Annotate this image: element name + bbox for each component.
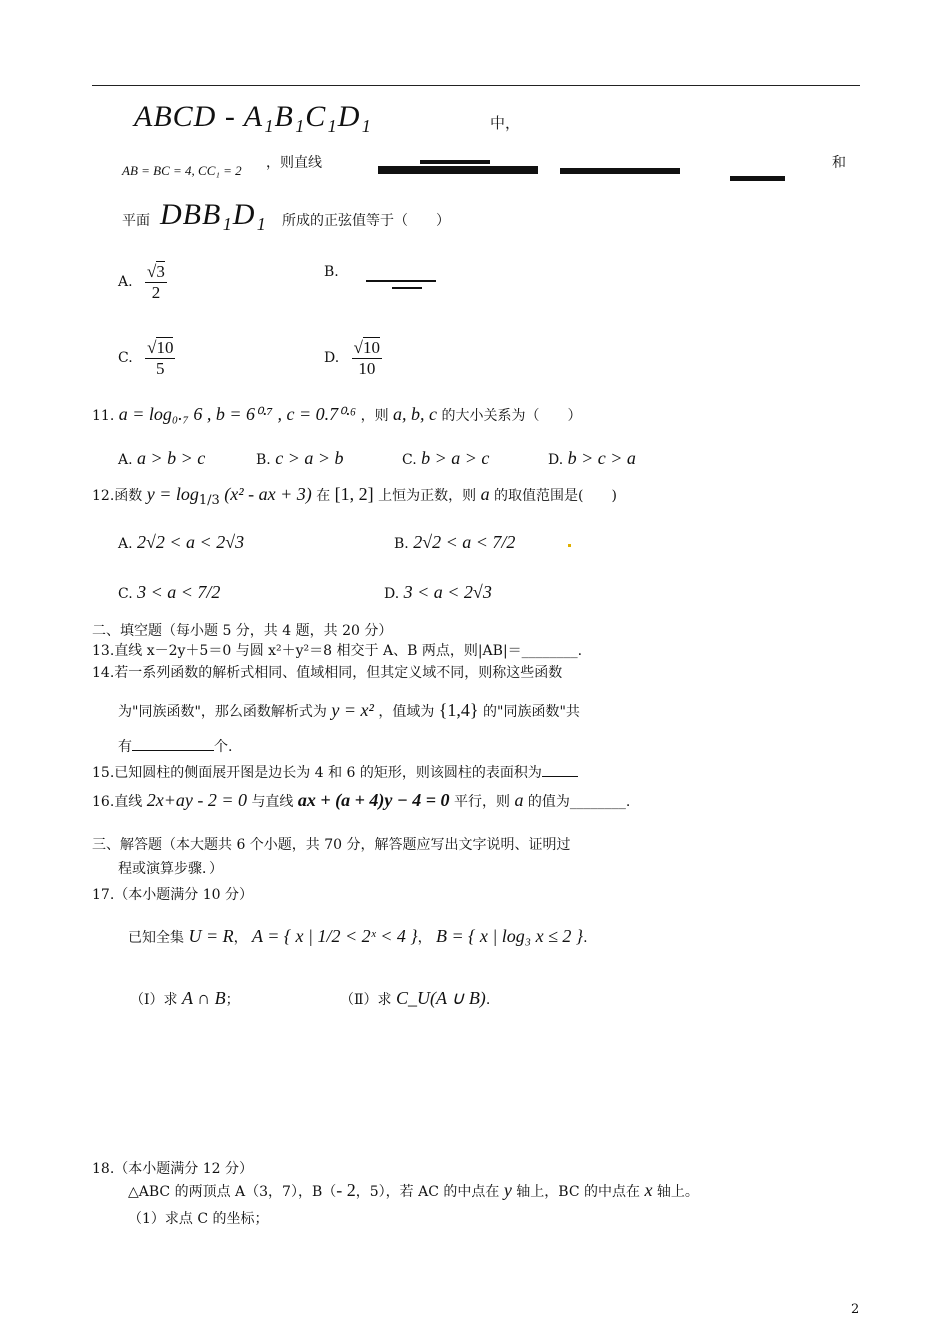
q14-line3: 有 个. (118, 739, 233, 755)
q18-line1: △ABC 的两顶点 A（3，7），B（- 2，5），若 AC 的中点在 y 轴上，BC 的中点在 x 轴上。 (128, 1180, 699, 1200)
q15: 15.已知圆柱的侧面展开图是边长为 4 和 6 的矩形，则该圆柱的表面积为 (92, 762, 578, 782)
smudge-artifact (378, 166, 538, 174)
section3-line2: 程或演算步骤．） (118, 861, 223, 877)
q10-solid-label: ABCD - A₁B₁C₁D₁ (134, 100, 372, 133)
q11-option-b: B. c > a > b (256, 448, 344, 468)
fraction: $\frac{√3}{2}$ (147, 262, 165, 302)
smudge-artifact (730, 176, 785, 181)
smudge-artifact (420, 160, 490, 164)
q12-stem: 12.函数 $y = \log_{1/3} (x^2$ - ax + 3) 在 [1, 2] 上恒为正数，则 a 的取值范围是( ) (92, 484, 617, 508)
q12-option-b: B. 2√2 < a < 7/2 (394, 532, 516, 552)
q17-title: 17.（本小题满分 10 分） (92, 887, 253, 903)
fraction: $\frac{√10}{10}$ (353, 338, 380, 378)
smudge-artifact (392, 287, 422, 289)
q10-plane: DBB₁D₁ (160, 198, 267, 231)
q14-line1: 14.若一系列函数的解析式相同、值域相同，但其定义域不同，则称这些函数 (92, 665, 563, 681)
q11-option-c: C. b > a > c (402, 448, 490, 468)
q10-option-a: A. $\frac{√3}{2}$ (118, 262, 165, 302)
section2-heading: 二、填空题（每小题 5 分，共 4 题，共 20 分） (92, 623, 393, 639)
q16: 16.直线 2x+ay - 2 = 0 与直线 ax + (a + 4)y − 4 = 0 平行，则 a 的值为________. (92, 790, 631, 810)
page-number: 2 (851, 1302, 860, 1317)
smudge-artifact (366, 280, 436, 282)
smudge-artifact (560, 168, 680, 174)
q13: 13.直线 x－2y＋5＝0 与圆 x²＋y²＝8 相交于 A、B 两点，则|AB|＝________. (92, 643, 583, 659)
q10-given: AB = BC = 4, CC₁ = 2 (122, 163, 242, 178)
q17-part1: （Ⅰ）求 A ∩ B； (130, 988, 240, 1008)
stray-dot (568, 544, 571, 547)
q10-option-d: D. $\frac{√10}{10}$ (324, 338, 380, 378)
q10-then-line: ，则直线 (266, 155, 322, 171)
q12-option-a: A. 2√2 < a < 2√3 (118, 532, 245, 552)
q10-plane-prefix: 平面 (122, 213, 150, 229)
q10-option-b: B. (324, 264, 339, 280)
q14-line2: 为"同族函数"，那么函数解析式为 y = x² ，值域为 {1,4} 的"同族函数"共 (118, 700, 580, 720)
q12-option-c: C. 3 < a < 7/2 (118, 582, 221, 602)
q11-option-a: A. a > b > c (118, 448, 206, 468)
q10-zhong: 中， (490, 114, 521, 132)
q17-part2: （Ⅱ）求 C_U(A ∪ B). (340, 988, 491, 1008)
q10-option-c: C. $\frac{√10}{5}$ (118, 338, 174, 378)
header-rule (92, 85, 860, 86)
section3-line1: 三、解答题（本大题共 6 个小题，共 70 分，解答题应写出文字说明、证明过 (92, 837, 571, 853)
q11-stem: 11. a = log₀.₇ 6 , b = 6⁰·⁷ , c = 0.7⁰·⁶ ，则 a, b, c 的大小关系为（ ） (92, 404, 582, 424)
q10-he: 和 (832, 155, 846, 171)
q17-given: 已知全集 U = R， A = { x | 1/2 < 2ˣ < 4 }， B = { x | log₃ x ≤ 2 }. (128, 926, 588, 946)
q18-title: 18.（本小题满分 12 分） (92, 1161, 253, 1177)
q12-option-d: D. 3 < a < 2√3 (384, 582, 492, 602)
fraction: $\frac{√10}{5}$ (147, 338, 174, 378)
q18-part1: （1）求点 C 的坐标； (128, 1211, 269, 1227)
q10-suffix: 所成的正弦值等于（ ） (282, 213, 450, 229)
q11-option-d: D. b > c > a (548, 448, 636, 468)
